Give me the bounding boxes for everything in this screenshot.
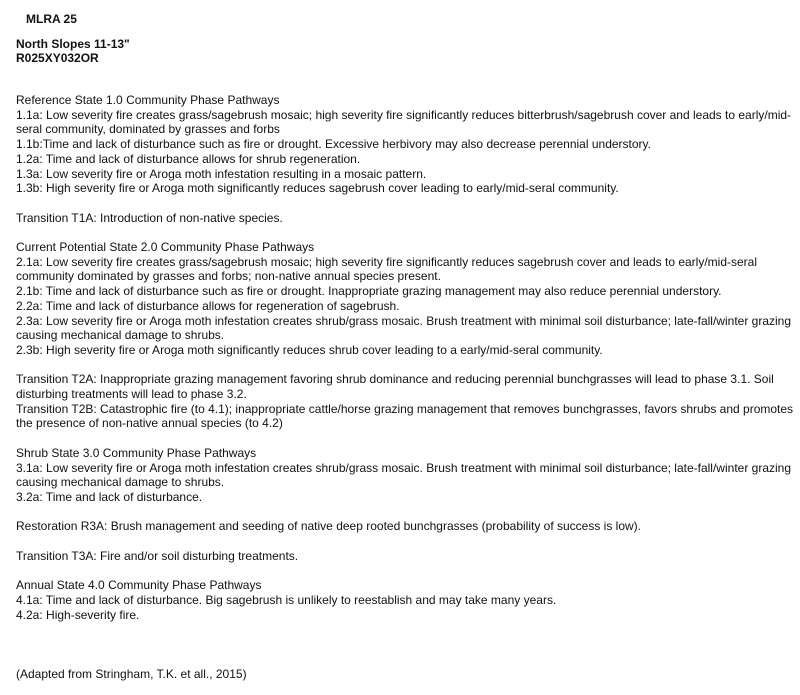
pathway-line: 3.1a: Low severity fire or Aroga moth infestation creates shrub/grass mosaic. Brush treatment with minimal soil disturbance; late-fall/winter grazing causing mechanical damage to shrubs. [16, 460, 792, 490]
section-title: Transition T1A: Introduction of non-native species. [16, 210, 283, 225]
mlra-label: MLRA 25 [26, 12, 77, 26]
pathway-text-body [16, 93, 796, 637]
section [16, 240, 796, 358]
section-title: Reference State 1.0 Community Phase Pathways [16, 93, 280, 107]
citation: (Adapted from Stringham, T.K. et all., 2015) [16, 667, 247, 681]
section [16, 446, 796, 505]
section-title: Annual State 4.0 Community Phase Pathways [16, 578, 262, 593]
section-title: Current Potential State 2.0 Community Phase Pathways [16, 240, 315, 254]
pathway-line: 2.1a: Low severity fire creates grass/sagebrush mosaic; high severity fire significantly reduces sagebrush cover and leads to early/mid-seral community dominated by grasses and forbs; non-native annual species present. [16, 254, 758, 284]
pathway-line: 1.3a: Low severity fire or Aroga moth infestation resulting in a mosaic pattern. [16, 166, 427, 181]
pathway-line: 2.1b: Time and lack of disturbance such as fire or drought. Inappropriate grazing management may also reduce perennial understory. [16, 284, 722, 299]
section-title: Restoration R3A: Brush management and seeding of native deep rooted bunchgrasses (probability of success is low). [16, 519, 642, 534]
section [16, 519, 796, 534]
pathway-line: 4.1a: Time and lack of disturbance. Big sagebrush is unlikely to reestablish and may take many years. [16, 592, 557, 607]
section [16, 211, 796, 226]
pathway-line: 1.3b: High severity fire or Aroga moth significantly reduces sagebrush cover leading to early/mid-seral community. [16, 181, 619, 196]
section [16, 93, 796, 196]
section-title: Transition T3A: Fire and/or soil disturbing treatments. [16, 548, 299, 563]
section [16, 372, 796, 431]
pathway-line: 3.2a: Time and lack of disturbance. [16, 489, 203, 504]
pathway-line: 1.2a: Time and lack of disturbance allows for shrub regeneration. [16, 151, 361, 166]
pathway-line: 1.1a: Low severity fire creates grass/sagebrush mosaic; high severity fire significantly reduces bitterbrush/sagebrush cover and leads to early/mid-seral community, dominated by grasses and forbs [16, 107, 792, 137]
pathway-line: 2.3a: Low severity fire or Aroga moth infestation creates shrub/grass mosaic. Brush treatment with minimal soil disturbance; late-fall/winter grazing causing mechanical damage to shrubs. [16, 313, 792, 343]
section [16, 578, 796, 622]
pathway-line: 4.2a: High-severity fire. [16, 607, 140, 622]
section-title: Transition T2A: Inappropriate grazing management favoring shrub dominance and reducing perennial bunchgrasses will lead to phase 3.1. Soil disturbing treatments will lead to phase 3.2. [16, 372, 774, 402]
pathway-line: 2.2a: Time and lack of disturbance allows for regeneration of sagebrush. [16, 298, 400, 313]
pathway-line: 2.3b: High severity fire or Aroga moth significantly reduces shrub cover leading to a early/mid-seral community. [16, 342, 603, 357]
section [16, 549, 796, 564]
section-title: Shrub State 3.0 Community Phase Pathways [16, 445, 257, 460]
site-id: R025XY032OR [16, 51, 99, 65]
pathway-line: Transition T2B: Catastrophic fire (to 4.1); inappropriate cattle/horse grazing management that removes bunchgrasses, favors shrubs and promotes the presence of non-native annual species (to 4.2) [16, 401, 794, 431]
pathway-line: 1.1b:Time and lack of disturbance such as fire or drought. Excessive herbivory may also decrease perennial understory. [16, 137, 651, 152]
site-name: North Slopes 11-13" [16, 37, 130, 51]
